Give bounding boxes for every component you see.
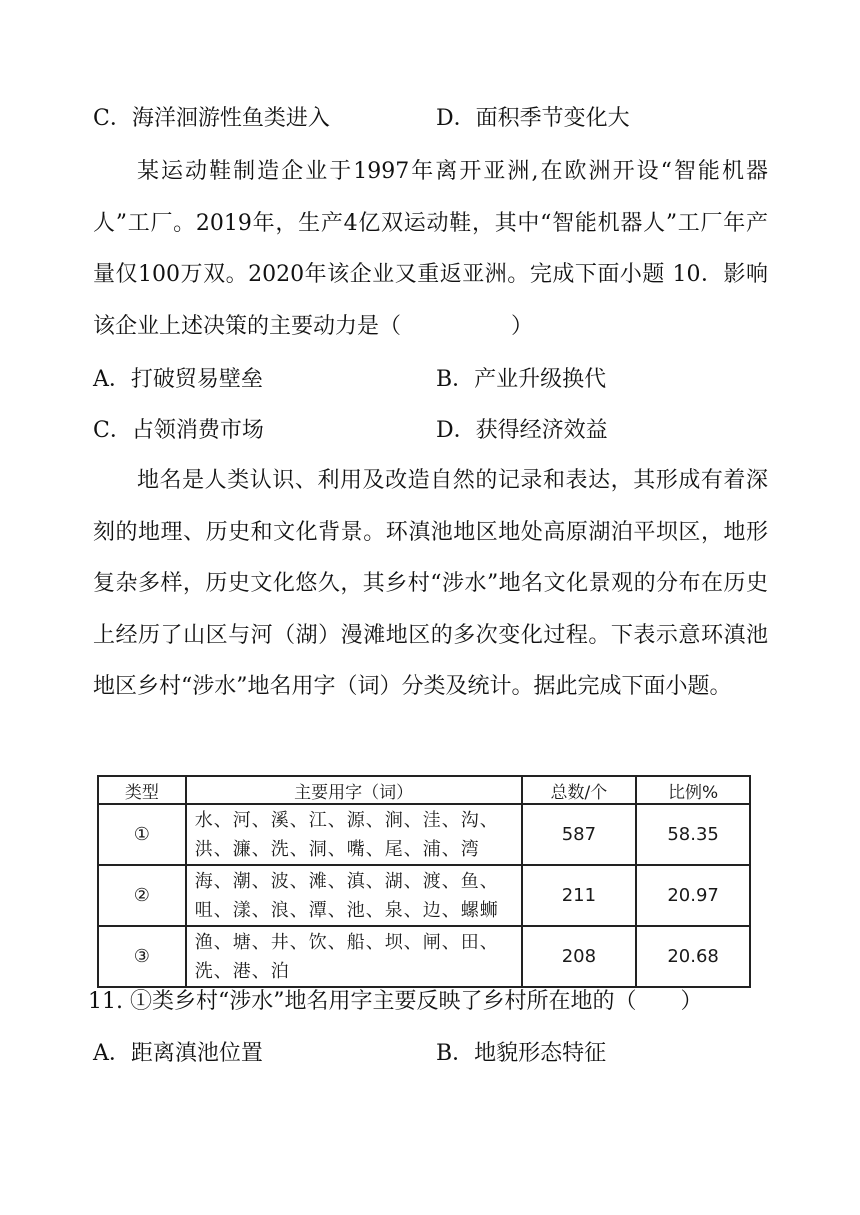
cell-type: ② [98, 865, 186, 926]
cell-ratio: 20.68 [636, 926, 750, 987]
place-name-table [97, 775, 751, 988]
header-count: 总数/个 [522, 776, 637, 804]
cell-characters [186, 926, 522, 987]
cell-ratio: 58.35 [636, 804, 750, 865]
q9-option-c: C．海洋洄游性鱼类进入 [93, 106, 330, 131]
characters-line: 海、潮、波、滩、滇、湖、渡、鱼、 [194, 870, 499, 892]
q11-option-b: B．地貌形态特征 [436, 1041, 607, 1066]
table-row [98, 865, 750, 926]
passage-place-names: 地名是人类认识、利用及改造自然的记录和表达，其形成有着深刻的地理、历史和文化背景。环滇池地区地处高原湖泊平坝区，地形复杂多样，历史文化悠久，其乡村“涉水”地名文化景观的分布在历史上经历了山区与河（湖）漫滩地区的多次变化过程。下表示意环滇池地区乡村“涉水”地名用字（词）分类及统计。据此完成下面小题。 [93, 468, 768, 699]
q11-option-a: A．距离滇池位置 [93, 1041, 263, 1066]
q9-option-d: D．面积季节变化大 [436, 106, 630, 131]
cell-count: 587 [522, 804, 637, 865]
cell-characters [186, 865, 522, 926]
characters-line: 咀、漾、浪、潭、池、泉、边、螺蛳 [194, 899, 499, 921]
characters-line: 水、河、溪、江、源、涧、洼、沟、 [194, 809, 499, 831]
header-type: 类型 [98, 776, 186, 804]
cell-count: 211 [522, 865, 637, 926]
q10-option-c: C．占领消费市场 [93, 418, 264, 443]
header-characters: 主要用字（词） [186, 776, 522, 804]
table-header-row [98, 776, 750, 804]
table-row [98, 804, 750, 865]
q10-option-b: B．产业升级换代 [436, 367, 607, 392]
header-ratio: 比例% [636, 776, 750, 804]
cell-ratio: 20.97 [636, 865, 750, 926]
table-row [98, 926, 750, 987]
cell-characters [186, 804, 522, 865]
cell-type: ③ [98, 926, 186, 987]
cell-type: ① [98, 804, 186, 865]
characters-line: 洪、濂、洗、洞、嘴、尾、浦、湾 [194, 838, 480, 860]
characters-line: 洗、港、泊 [194, 960, 290, 982]
q10-option-a: A．打破贸易壁垒 [93, 367, 263, 392]
characters-line: 渔、塘、井、饮、船、坝、闸、田、 [194, 931, 499, 953]
q10-option-d: D．获得经济效益 [436, 418, 608, 443]
cell-count: 208 [522, 926, 637, 987]
q11-stem: 11. ①类乡村“涉水”地名用字主要反映了乡村所在地的（ ） [88, 989, 703, 1014]
passage-shoe-company: 某运动鞋制造企业于1997年离开亚洲,在欧洲开设“智能机器人”工厂。2019年，生产4亿双运动鞋，其中“智能机器人”工厂年产量仅100万双。2020年该企业又重返亚洲。完成下面小题 10．影响该企业上述决策的主要动力是（ ） [93, 159, 768, 339]
